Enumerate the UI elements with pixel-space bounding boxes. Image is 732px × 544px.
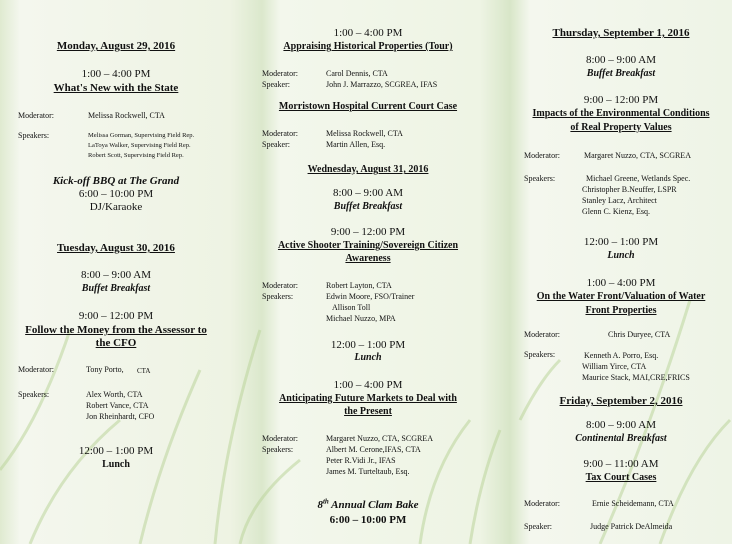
session-title: Active Shooter Training/Sovereign Citizen <box>277 240 459 251</box>
session-title: Impacts of the Environmental Conditions <box>532 108 710 119</box>
meal-title: Continental Breakfast <box>575 433 667 444</box>
speaker-name: Robert Scott, Supervising Field Rep. <box>88 152 184 159</box>
event-title: Kick-off BBQ at The Grand <box>52 175 180 187</box>
session-time: 9:00 – 12:00 PM <box>78 310 154 322</box>
moderator-name: Margaret Nuzzo, CTA, SCGREA <box>326 434 433 443</box>
speaker-name: Albert M. Cerone,IFAS, CTA <box>326 445 421 454</box>
meal-title: Lunch <box>607 250 635 261</box>
session-time: 8:00 – 9:00 AM <box>333 187 403 199</box>
moderator-label: Moderator: <box>18 111 54 120</box>
speaker-name: James M. Turteltaub, Esq. <box>326 467 410 476</box>
speaker-name: LaToya Walker, Supervising Field Rep. <box>88 142 191 149</box>
meal-title: Buffet Breakfast <box>333 201 403 212</box>
speaker-name: Peter R.Vidi Jr., IFAS <box>326 456 396 465</box>
session-title: the Present <box>344 406 392 417</box>
moderator-label: Moderator: <box>262 129 298 138</box>
session-time: 8:00 – 9:00 AM <box>586 54 656 66</box>
session-title: Front Properties <box>585 305 657 316</box>
speaker-label: Speaker: <box>524 522 552 531</box>
column-2 <box>256 0 480 544</box>
day-heading-monday: Monday, August 29, 2016 <box>56 40 176 52</box>
session-time: 1:00 – 4:00 PM <box>333 27 403 39</box>
session-title: What's New with the State <box>53 82 179 94</box>
moderator-label: Moderator: <box>262 434 298 443</box>
speaker-name: Alex Worth, CTA <box>86 390 143 399</box>
moderator-label: Moderator: <box>524 499 560 508</box>
session-time: 1:00 – 4:00 PM <box>81 68 151 80</box>
session-title: Awareness <box>345 253 391 264</box>
moderator-credential: CTA <box>137 367 151 375</box>
speaker-name: Stanley Lacz, Architect <box>582 196 657 205</box>
speaker-name: Christopher B.Neuffer, LSPR <box>582 185 677 194</box>
speaker-name: Jon Rheinhardt, CFO <box>86 412 155 421</box>
event-ordinal: 8 <box>317 499 323 511</box>
session-time: 12:00 – 1:00 PM <box>330 339 406 351</box>
moderator-label: Moderator: <box>524 330 560 339</box>
session-title: Anticipating Future Markets to Deal with <box>279 393 457 404</box>
speakers-label: Speakers: <box>18 390 50 399</box>
session-time: 12:00 – 1:00 PM <box>78 445 154 457</box>
event-time: 6:00 – 10:00 PM <box>78 188 154 200</box>
speakers-label: Speakers: <box>524 350 556 359</box>
event-name: Annual Clam Bake <box>331 499 419 511</box>
speakers-label: Speakers: <box>524 174 556 183</box>
meal-title: Lunch <box>354 352 382 363</box>
day-heading-wednesday: Wednesday, August 31, 2016 <box>307 164 429 175</box>
moderator-label: Moderator: <box>18 365 54 374</box>
speaker-name: William Yirce, CTA <box>582 362 647 371</box>
speakers-label: Speakers: <box>262 292 294 301</box>
speaker-name: Maurice Stack, MAI,CRE,FRICS <box>582 373 690 382</box>
speaker-name: Martin Allen, Esq. <box>326 140 386 149</box>
session-time: 1:00 – 4:00 PM <box>586 277 656 289</box>
day-heading-thursday: Thursday, September 1, 2016 <box>552 27 690 39</box>
moderator-label: Moderator: <box>262 281 298 290</box>
session-title: On the Water Front/Valuation of Water <box>536 291 706 302</box>
moderator-name: Ernie Scheidemann, CTA <box>592 499 674 508</box>
event-time: 6:00 – 10:00 PM <box>329 514 407 526</box>
session-time: 1:00 – 4:00 PM <box>333 379 403 391</box>
meal-title: Lunch <box>102 459 130 470</box>
event-ordinal-suffix: th <box>322 497 329 506</box>
speaker-name: Judge Patrick DeAlmeida <box>590 522 673 531</box>
session-time: 12:00 – 1:00 PM <box>583 236 659 248</box>
session-title: Tax Court Cases <box>585 472 657 483</box>
session-title: the CFO <box>95 337 137 349</box>
speaker-name: Robert Vance, CTA <box>86 401 149 410</box>
session-time: 9:00 – 12:00 PM <box>330 226 406 238</box>
speaker-label: Speaker: <box>262 80 290 89</box>
moderator-name: Tony Porto, <box>86 365 124 374</box>
speaker-name: Kenneth A. Porro, Esq. <box>584 351 659 360</box>
meal-title: Buffet Breakfast <box>586 68 656 79</box>
speaker-name: Melissa Gorman, Supervising Field Rep. <box>88 132 195 139</box>
session-time: 9:00 – 12:00 PM <box>583 94 659 106</box>
moderator-name: Melissa Rockwell, CTA <box>326 129 403 138</box>
speaker-name: John J. Marrazzo, SCGREA, IFAS <box>326 80 438 89</box>
moderator-name: Carol Dennis, CTA <box>326 69 388 78</box>
speaker-label: Speaker: <box>262 140 290 149</box>
meal-title: Buffet Breakfast <box>81 283 151 294</box>
moderator-name: Melissa Rockwell, CTA <box>88 111 165 120</box>
speaker-name: Michael Nuzzo, MPA <box>326 314 396 323</box>
speakers-label: Speakers: <box>18 131 50 140</box>
session-title: of Real Property Values <box>570 122 672 133</box>
session-title: Appraising Historical Properties (Tour) <box>283 41 453 52</box>
moderator-name: Robert Layton, CTA <box>326 281 392 290</box>
moderator-label: Moderator: <box>524 151 560 160</box>
speaker-name: Edwin Moore, FSO/Trainer <box>326 292 415 301</box>
column-3 <box>510 0 732 544</box>
speaker-name: Michael Greene, Wetlands Spec. <box>586 174 691 183</box>
session-title: Follow the Money from the Assessor to <box>25 324 207 336</box>
day-heading-tuesday: Tuesday, August 30, 2016 <box>57 242 175 254</box>
session-time: 8:00 – 9:00 AM <box>81 269 151 281</box>
speaker-name: Allison Toll <box>332 303 371 312</box>
moderator-name: Chris Duryee, CTA <box>608 330 671 339</box>
moderator-name: Margaret Nuzzo, CTA, SCGREA <box>584 151 691 160</box>
event-title <box>256 499 480 511</box>
speaker-name: Glenn C. Kienz, Esq. <box>582 207 650 216</box>
day-heading-friday: Friday, September 2, 2016 <box>559 395 683 407</box>
moderator-label: Moderator: <box>262 69 298 78</box>
speakers-label: Speakers: <box>262 445 294 454</box>
event-subtitle: DJ/Karaoke <box>89 201 143 213</box>
session-title: Morristown Hospital Current Court Case <box>278 101 458 112</box>
session-time: 9:00 – 11:00 AM <box>583 458 659 470</box>
column-1 <box>0 0 232 544</box>
session-time: 8:00 – 9:00 AM <box>586 419 656 431</box>
